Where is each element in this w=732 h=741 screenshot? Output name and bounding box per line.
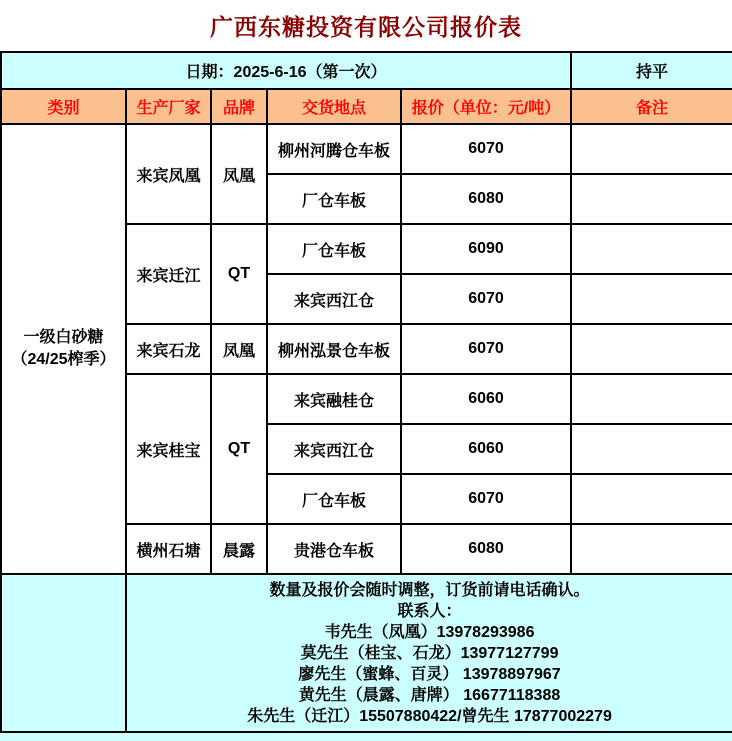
location-cell: 来宾西江仓 <box>267 424 401 474</box>
quote-table-body <box>1 52 732 732</box>
price-cell: 6070 <box>401 274 571 324</box>
location-cell: 厂仓车板 <box>267 474 401 524</box>
category-cell <box>1 124 126 574</box>
footer-line: 韦先生（凤凰）13978293986 <box>324 623 535 641</box>
header-price: 报价（单位：元/吨） <box>401 89 571 124</box>
remark-cell <box>571 474 732 524</box>
price-cell: 6080 <box>401 524 571 574</box>
producer-cell: 来宾迁江 <box>126 224 211 324</box>
brand-cell: QT <box>211 224 267 324</box>
footer-line: 联系人： <box>397 602 462 620</box>
price-cell: 6090 <box>401 224 571 274</box>
remark-cell <box>571 374 732 424</box>
category-line2: （24/25榨季） <box>11 351 116 368</box>
price-cell: 6070 <box>401 474 571 524</box>
price-cell: 6060 <box>401 424 571 474</box>
price-cell: 6070 <box>401 124 571 174</box>
location-cell: 厂仓车板 <box>267 224 401 274</box>
footer-line: 莫先生（桂宝、石龙）13977127799 <box>300 644 559 662</box>
price-cell: 6070 <box>401 324 571 374</box>
header-location: 交货地点 <box>267 89 401 124</box>
location-cell: 厂仓车板 <box>267 174 401 224</box>
table-header-row <box>1 89 732 124</box>
brand-cell: 凤凰 <box>211 324 267 374</box>
remark-cell <box>571 424 732 474</box>
header-producer: 生产厂家 <box>126 89 211 124</box>
footer-notes <box>126 574 732 732</box>
brand-cell: 晨露 <box>211 524 267 574</box>
footer-line: 数量及报价会随时调整，订货前请电话确认。 <box>269 581 590 599</box>
location-cell: 柳州河腾仓车板 <box>267 124 401 174</box>
trend-status: 持平 <box>571 52 732 89</box>
footer-row <box>1 574 732 732</box>
date-row <box>1 52 732 89</box>
header-brand: 品牌 <box>211 89 267 124</box>
remark-cell <box>571 224 732 274</box>
header-category: 类别 <box>1 89 126 124</box>
location-cell: 贵港仓车板 <box>267 524 401 574</box>
footer-line: 廖先生（蜜蜂、百灵） 13978897967 <box>298 665 561 683</box>
date-label: 日期：2025-6-16（第一次） <box>1 52 571 89</box>
producer-cell: 来宾石龙 <box>126 324 211 374</box>
location-cell: 来宾融桂仓 <box>267 374 401 424</box>
location-cell: 柳州泓景仓车板 <box>267 324 401 374</box>
location-cell: 来宾西江仓 <box>267 274 401 324</box>
remark-cell <box>571 324 732 374</box>
producer-cell: 来宾凤凰 <box>126 124 211 224</box>
quote-table <box>0 51 732 733</box>
footer-line: 黄先生（晨露、唐牌） 16677118388 <box>298 686 561 704</box>
footer-line: 朱先生（迁江）15507880422/曾先生 17877002279 <box>247 707 612 725</box>
remark-cell <box>571 174 732 224</box>
remark-cell <box>571 124 732 174</box>
brand-cell: 凤凰 <box>211 124 267 224</box>
remark-cell <box>571 524 732 574</box>
producer-cell: 横州石塘 <box>126 524 211 574</box>
footer-left-cell <box>1 574 126 732</box>
table-row <box>1 124 732 174</box>
producer-cell: 来宾桂宝 <box>126 374 211 524</box>
brand-cell: QT <box>211 374 267 524</box>
price-cell: 6080 <box>401 174 571 224</box>
header-remark: 备注 <box>571 89 732 124</box>
category-line1: 一级白砂糖 <box>23 329 104 347</box>
price-cell: 6060 <box>401 374 571 424</box>
page-title: 广西东糖投资有限公司报价表 <box>0 0 732 51</box>
remark-cell <box>571 274 732 324</box>
